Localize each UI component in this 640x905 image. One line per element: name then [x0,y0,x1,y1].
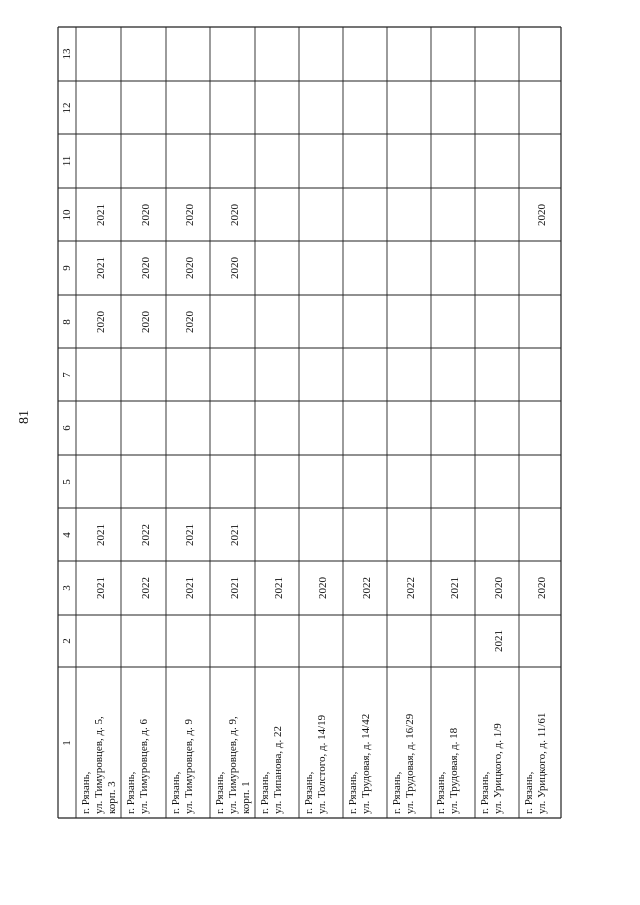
address-text: г. Рязань, [125,771,137,814]
year-cell: 2020 [139,203,152,226]
year-cell: 2020 [184,203,196,226]
address-text: г. Рязань, [479,771,491,814]
address-text: ул. Типанова, д. 22 [272,725,284,814]
column-header: 3 [61,585,73,591]
address-text: ул. Тимуровцев, д. 9, [227,716,239,814]
year-cell: 2021 [94,203,107,226]
address-text: ул. Трудовая, д. 16/29 [404,713,416,814]
column-header: 6 [61,425,73,431]
year-cell: 2020 [94,310,107,333]
address-text: г. Рязань, [80,771,92,814]
address-text: г. Рязань, [170,771,182,814]
address-text: ул. Толстого, д. 14/19 [316,714,328,814]
year-cell: 2022 [139,577,152,599]
year-cell: 2020 [184,310,196,333]
year-cell: 2020 [317,577,329,599]
column-header: 11 [61,155,73,167]
address-text: г. Рязань, [435,771,447,814]
year-cell: 2021 [184,577,196,599]
year-cell: 2021 [449,577,461,599]
column-header: 12 [61,102,73,113]
year-cell: 2021 [94,577,107,599]
address-text: г. Рязань, [214,771,226,814]
address-text: ул. Тимуровцев, д. 6 [138,718,150,814]
year-cell: 2020 [184,257,196,279]
address-text: ул. Трудовая, д. 14/42 [360,713,372,814]
year-cell: 2021 [94,523,107,546]
column-header: 10 [61,209,73,220]
year-cell: 2020 [139,257,152,279]
column-header: 4 [61,531,73,538]
address-text: ул. Трудовая, д. 18 [448,727,460,814]
year-cell: 2022 [361,577,373,599]
address-text: г. Рязань, [347,771,359,814]
column-header: 2 [61,638,73,644]
year-cell: 2020 [536,577,548,599]
year-cell: 2021 [228,523,241,546]
column-header: 13 [61,48,73,60]
year-cell: 2020 [493,577,505,599]
address-text: ул. Тимуровцев, д. 5, [93,716,105,814]
address-text: ул. Урицкого, д. 1/9 [492,723,504,814]
address-text: корп. 3 [106,781,118,814]
address-text: корп. 1 [240,781,252,814]
year-cell: 2021 [228,577,241,599]
page-number: 81 [17,410,32,424]
column-header: 7 [61,371,73,378]
year-cell: 2021 [94,257,107,279]
address-text: г. Рязань, [391,771,403,814]
year-cell: 2020 [139,310,152,333]
address-text: г. Рязань, [303,771,315,814]
address-text: ул. Урицкого, д. 11/61 [536,712,548,814]
address-text: ул. Тимуровцев, д. 9 [183,718,195,814]
year-cell: 2022 [405,577,417,599]
column-header: 1 [61,739,73,746]
address-text: г. Рязань, [259,771,271,814]
year-cell: 2021 [493,630,505,652]
column-header: 5 [61,478,73,485]
year-cell: 2021 [273,577,285,599]
column-header: 8 [61,318,73,325]
year-cell: 2021 [184,523,196,546]
address-text: г. Рязань, [523,771,535,814]
column-header: 9 [61,265,73,271]
year-cell: 2020 [536,203,548,226]
year-cell: 2020 [228,257,241,279]
year-cell: 2022 [139,523,152,546]
year-cell: 2020 [228,203,241,226]
